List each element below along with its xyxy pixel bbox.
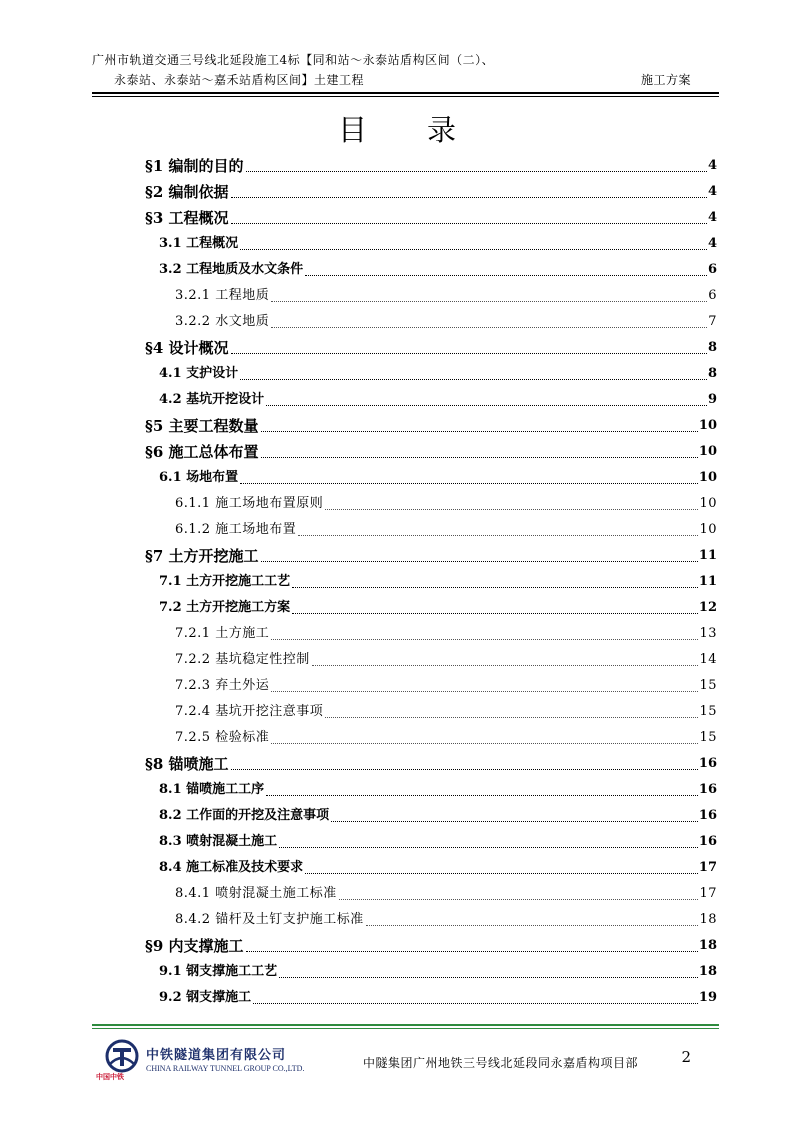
- toc-dot-leader: [325, 717, 698, 718]
- company-name-en: CHINA RAILWAY TUNNEL GROUP CO.,LTD.: [146, 1064, 305, 1073]
- toc-entry-page: 18: [698, 964, 717, 979]
- toc-entry-title: 8.1 锚喷施工工序: [159, 782, 265, 797]
- toc-entry-page: 10: [698, 418, 717, 433]
- toc-entry-page: 16: [698, 834, 717, 849]
- toc-dot-leader: [261, 561, 698, 562]
- toc-entry-title: §9 内支撑施工: [145, 937, 244, 955]
- toc-entry-page: 7: [708, 314, 717, 329]
- logo-caption: 中国中铁: [96, 1073, 124, 1081]
- toc-entry-page: 4: [707, 184, 717, 199]
- toc-entry[interactable]: [145, 646, 717, 672]
- toc-dot-leader: [298, 535, 698, 536]
- header-project-line2: 永泰站、永泰站～嘉禾站盾构区间】土建工程: [114, 73, 365, 87]
- toc-title: 目录: [337, 113, 516, 147]
- toc-entry[interactable]: [145, 568, 717, 594]
- toc-entry-title: 3.2 工程地质及水文条件: [159, 262, 304, 277]
- toc-entry-title: 8.4 施工标准及技术要求: [159, 860, 304, 875]
- toc-entry-title: §2 编制依据: [145, 183, 229, 201]
- header-rule-thin: [92, 96, 719, 97]
- header-project-line1: 广州市轨道交通三号线北延段施工4标【同和站～永泰站盾构区间（二）、: [92, 53, 495, 67]
- toc-entry-page: 12: [698, 600, 717, 615]
- toc-entry-title: 7.1 土方开挖施工工艺: [159, 574, 291, 589]
- toc-entry[interactable]: [145, 802, 717, 828]
- toc-entry-title: §8 锚喷施工: [145, 755, 229, 773]
- toc-entry-title: 8.3 喷射混凝土施工: [159, 834, 278, 849]
- toc-dot-leader: [231, 769, 698, 770]
- toc-entry-title: 7.2.2 基坑稳定性控制: [175, 652, 310, 667]
- toc-entry-page: 10: [698, 444, 717, 459]
- toc-entry[interactable]: [145, 620, 717, 646]
- toc-entry-page: 11: [698, 548, 717, 563]
- toc-entry-title: 9.1 钢支撑施工工艺: [159, 964, 278, 979]
- toc-entry[interactable]: [145, 412, 717, 438]
- toc-entry[interactable]: [145, 724, 717, 750]
- toc-entry-title: 7.2.1 土方施工: [175, 626, 270, 641]
- page-number: 2: [681, 1048, 691, 1066]
- toc-dot-leader: [325, 509, 698, 510]
- header-doc-type: 施工方案: [640, 73, 691, 87]
- toc-entry[interactable]: [145, 282, 717, 308]
- toc-entry-page: 8: [707, 340, 717, 355]
- toc-entry-page: 9: [707, 392, 717, 407]
- toc-entry-title: 7.2.3 弃土外运: [175, 678, 270, 693]
- toc-entry-title: 3.2.2 水文地质: [175, 314, 270, 329]
- toc-entry[interactable]: [145, 984, 717, 1010]
- toc-dot-leader: [231, 197, 707, 198]
- toc-entry-page: 18: [698, 938, 717, 953]
- toc-entry[interactable]: [145, 334, 717, 360]
- toc-entry-page: 17: [698, 860, 717, 875]
- toc-entry-page: 16: [698, 756, 717, 771]
- toc-dot-leader: [292, 613, 698, 614]
- toc-dot-leader: [305, 873, 698, 874]
- toc-dot-leader: [231, 353, 707, 354]
- toc-entry-title: 4.2 基坑开挖设计: [159, 392, 265, 407]
- toc-entry-page: 10: [698, 470, 717, 485]
- company-name-cn: 中铁隧道集团有限公司: [146, 1048, 287, 1063]
- department-name: 中隧集团广州地铁三号线北延段同永嘉盾构项目部: [363, 1056, 639, 1070]
- toc-entry-title: 9.2 钢支撑施工: [159, 990, 252, 1005]
- toc-entry[interactable]: [145, 490, 717, 516]
- toc-dot-leader: [312, 665, 699, 666]
- toc-dot-leader: [279, 977, 698, 978]
- toc-entry[interactable]: [145, 932, 717, 958]
- toc-entry-page: 4: [707, 236, 717, 251]
- toc-entry-page: 15: [699, 678, 717, 693]
- toc-entry[interactable]: [145, 516, 717, 542]
- page-header: [92, 50, 719, 97]
- toc-entry-title: §6 施工总体布置: [145, 443, 259, 461]
- toc-entry-page: 16: [698, 808, 717, 823]
- toc-entry[interactable]: [145, 698, 717, 724]
- toc-entry[interactable]: [145, 828, 717, 854]
- toc-entry[interactable]: [145, 750, 717, 776]
- page-footer: [92, 1024, 719, 1084]
- toc-entry[interactable]: [145, 880, 717, 906]
- toc-dot-leader: [271, 327, 707, 328]
- toc-entry-title: 3.2.1 工程地质: [175, 288, 270, 303]
- toc-entry[interactable]: [145, 906, 717, 932]
- toc-entry[interactable]: [145, 464, 717, 490]
- toc-entry-title: 7.2.5 检验标准: [175, 730, 270, 745]
- header-rule-thick: [92, 92, 719, 94]
- toc-entry-title: 7.2 土方开挖施工方案: [159, 600, 291, 615]
- toc-entry-page: 14: [699, 652, 717, 667]
- toc-entry-page: 15: [699, 704, 717, 719]
- toc-entry[interactable]: [145, 308, 717, 334]
- toc-dot-leader: [292, 587, 698, 588]
- toc-entry[interactable]: [145, 854, 717, 880]
- toc-dot-leader: [246, 951, 698, 952]
- toc-entry-title: 8.4.1 喷射混凝土施工标准: [175, 886, 337, 901]
- toc-entry-page: 16: [698, 782, 717, 797]
- toc-entry-page: 18: [699, 912, 717, 927]
- table-of-contents: [145, 152, 717, 1010]
- toc-dot-leader: [305, 275, 707, 276]
- toc-entry-title: §7 土方开挖施工: [145, 547, 259, 565]
- toc-dot-leader: [240, 379, 707, 380]
- toc-entry-title: §3 工程概况: [145, 209, 229, 227]
- toc-dot-leader: [271, 301, 707, 302]
- toc-entry-page: 4: [707, 210, 717, 225]
- toc-dot-leader: [266, 795, 698, 796]
- toc-dot-leader: [279, 847, 698, 848]
- toc-entry-title: §4 设计概况: [145, 339, 229, 357]
- toc-entry[interactable]: [145, 178, 717, 204]
- toc-entry-page: 19: [698, 990, 717, 1005]
- toc-dot-leader: [240, 249, 707, 250]
- toc-dot-leader: [261, 431, 698, 432]
- toc-dot-leader: [271, 639, 698, 640]
- toc-dot-leader: [339, 899, 699, 900]
- toc-dot-leader: [240, 483, 698, 484]
- toc-entry-page: 6: [708, 288, 717, 303]
- toc-entry[interactable]: [145, 958, 717, 984]
- toc-entry[interactable]: [145, 360, 717, 386]
- toc-dot-leader: [253, 1003, 698, 1004]
- toc-entry[interactable]: [145, 594, 717, 620]
- toc-entry-page: 15: [699, 730, 717, 745]
- toc-entry[interactable]: [145, 152, 717, 178]
- toc-entry-title: 4.1 支护设计: [159, 366, 239, 381]
- toc-entry[interactable]: [145, 438, 717, 464]
- toc-entry[interactable]: [145, 204, 717, 230]
- toc-entry-title: 3.1 工程概况: [159, 236, 239, 251]
- toc-dot-leader: [271, 691, 698, 692]
- toc-entry-title: 8.4.2 锚杆及土钉支护施工标准: [175, 912, 364, 927]
- toc-dot-leader: [271, 743, 698, 744]
- toc-dot-leader: [246, 171, 707, 172]
- header-line2: [92, 70, 719, 90]
- toc-entry-page: 6: [707, 262, 717, 277]
- toc-entry-page: 11: [698, 574, 717, 589]
- toc-entry[interactable]: [145, 542, 717, 568]
- toc-entry[interactable]: [145, 256, 717, 282]
- footer-rule-thin: [92, 1028, 719, 1029]
- toc-entry-page: 13: [699, 626, 717, 641]
- toc-dot-leader: [266, 405, 707, 406]
- toc-entry[interactable]: [145, 230, 717, 256]
- toc-entry-page: 10: [699, 522, 717, 537]
- toc-entry-title: 6.1 场地布置: [159, 470, 239, 485]
- toc-entry-title: 8.2 工作面的开挖及注意事项: [159, 808, 330, 823]
- toc-entry-title: §5 主要工程数量: [145, 417, 259, 435]
- toc-dot-leader: [231, 223, 707, 224]
- toc-entry-title: 7.2.4 基坑开挖注意事项: [175, 704, 324, 719]
- footer-rule-thick: [92, 1024, 719, 1026]
- toc-dot-leader: [331, 821, 698, 822]
- toc-entry[interactable]: [145, 672, 717, 698]
- toc-entry-page: 8: [707, 366, 717, 381]
- toc-entry-page: 17: [699, 886, 717, 901]
- toc-entry-title: 6.1.1 施工场地布置原则: [175, 496, 324, 511]
- toc-dot-leader: [366, 925, 699, 926]
- toc-entry-title: 6.1.2 施工场地布置: [175, 522, 297, 537]
- toc-entry[interactable]: [145, 386, 717, 412]
- toc-entry-page: 10: [699, 496, 717, 511]
- toc-entry-page: 4: [707, 158, 717, 173]
- toc-dot-leader: [261, 457, 698, 458]
- toc-entry[interactable]: [145, 776, 717, 802]
- toc-entry-title: §1 编制的目的: [145, 157, 244, 175]
